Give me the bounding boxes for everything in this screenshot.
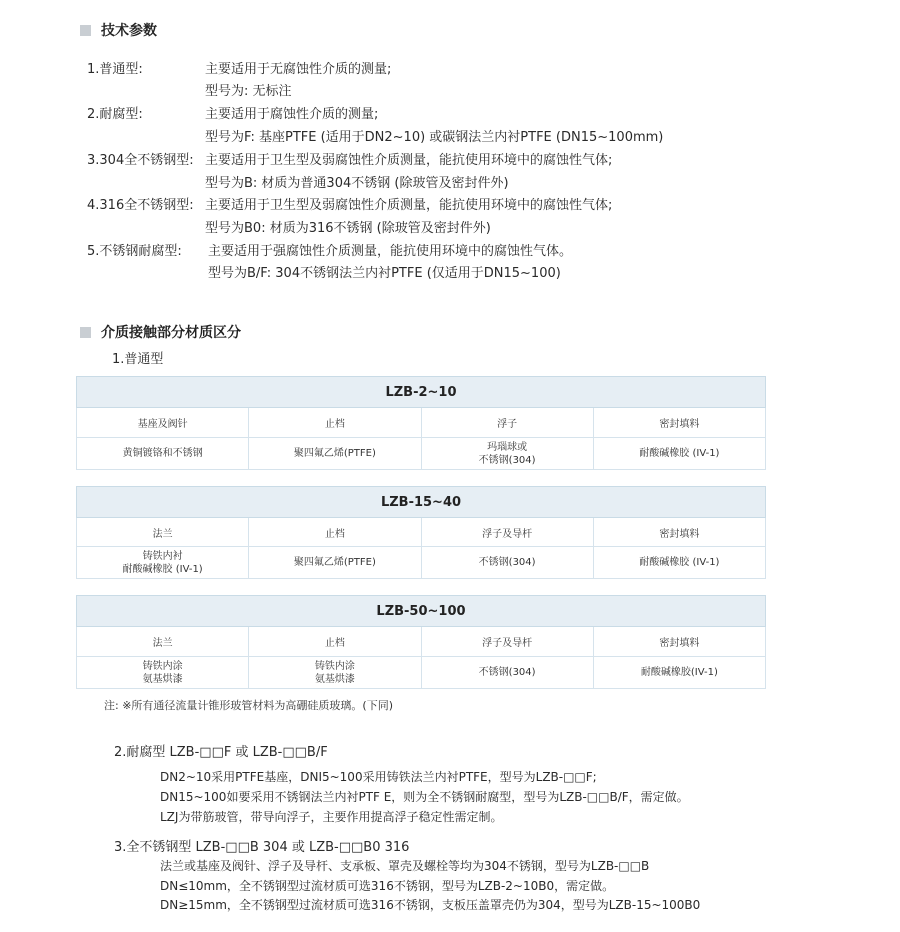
param-line: 主要适用于卫生型及弱腐蚀性介质测量，能抗使用环境中的腐蚀性气体; bbox=[205, 198, 613, 213]
section-bullet-icon bbox=[80, 327, 91, 338]
param-line: 主要适用于腐蚀性介质的测量; bbox=[205, 107, 379, 122]
body-line: DN≥15mm，全不锈钢型过流材质可选316不锈钢，支板压盖罩壳仍为304，型号为LZB-15~100B0 bbox=[160, 898, 701, 912]
table-header-cell: 浮子及导杆 bbox=[421, 518, 593, 547]
table-title: LZB-2~10 bbox=[77, 377, 766, 408]
body-line: DN2~10采用PTFE基座，DNI5~100采用铸铁法兰内衬PTFE，型号为LZB-□□F; bbox=[160, 770, 597, 784]
table-cell: 玛瑙球或 不锈钢(304) bbox=[421, 438, 593, 470]
table-header-cell: 法兰 bbox=[77, 518, 249, 547]
table-cell: 耐酸碱橡胶 (IV-1) bbox=[593, 438, 765, 470]
table-cell: 不锈钢(304) bbox=[421, 657, 593, 689]
table-header-cell: 密封填料 bbox=[593, 408, 765, 438]
table-cell: 耐酸碱橡胶(IV-1) bbox=[593, 657, 765, 689]
table-header-cell: 浮子及导杆 bbox=[421, 627, 593, 657]
table-cell: 铸铁内衬 耐酸碱橡胶 (IV-1) bbox=[77, 547, 249, 579]
param-label: 2.耐腐型: bbox=[87, 107, 143, 122]
param-line: 型号为B/F: 304不锈钢法兰内衬PTFE (仅适用于DN15~100) bbox=[208, 266, 561, 281]
body-line: DN15~100如要采用不锈钢法兰内衬PTF E，则为全不锈钢耐腐型，型号为LZB-□□B/F，需定做。 bbox=[160, 790, 689, 804]
table-header-cell: 浮子 bbox=[421, 408, 593, 438]
section-title: 技术参数 bbox=[101, 23, 157, 39]
table-cell: 铸铁内涂 氨基烘漆 bbox=[77, 657, 249, 689]
table-header-cell: 密封填料 bbox=[593, 627, 765, 657]
param-label: 5.不锈钢耐腐型: bbox=[87, 244, 182, 259]
table-note: 注: ※所有通径流量计锥形玻管材料为高硼硅质玻璃。(下同) bbox=[104, 699, 394, 712]
table-cell: 聚四氟乙烯(PTFE) bbox=[249, 438, 421, 470]
param-line: 型号为F: 基座PTFE (适用于DN2~10) 或碳钢法兰内衬PTFE (DN15~100mm) bbox=[205, 130, 664, 145]
param-line: 型号为B0: 材质为316不锈钢 (除玻管及密封件外) bbox=[205, 221, 491, 236]
table-cell: 耐酸碱橡胶 (IV-1) bbox=[593, 547, 765, 579]
subsection-title: 1.普通型 bbox=[112, 352, 164, 367]
material-table bbox=[76, 376, 766, 470]
table-cell: 铸铁内涂 氨基烘漆 bbox=[249, 657, 421, 689]
table-cell: 不锈钢(304) bbox=[421, 547, 593, 579]
param-label: 3.304全不锈钢型: bbox=[87, 153, 194, 168]
param-line: 型号为B: 材质为普通304不锈钢 (除玻管及密封件外) bbox=[205, 176, 509, 191]
table-header-cell: 止档 bbox=[249, 627, 421, 657]
section-bullet-icon bbox=[80, 25, 91, 36]
table-cell: 聚四氟乙烯(PTFE) bbox=[249, 547, 421, 579]
material-table bbox=[76, 486, 766, 579]
table-title: LZB-15~40 bbox=[77, 487, 766, 518]
table-header-cell: 法兰 bbox=[77, 627, 249, 657]
param-line: 主要适用于强腐蚀性介质测量，能抗使用环境中的腐蚀性气体。 bbox=[208, 244, 573, 259]
param-line: 主要适用于卫生型及弱腐蚀性介质测量，能抗使用环境中的腐蚀性气体; bbox=[205, 153, 613, 168]
body-line: DN≤10mm，全不锈钢型过流材质可选316不锈钢，型号为LZB-2~10B0，需定做。 bbox=[160, 879, 615, 893]
param-line: 型号为: 无标注 bbox=[205, 84, 292, 99]
param-label: 1.普通型: bbox=[87, 62, 143, 77]
table-header-cell: 密封填料 bbox=[593, 518, 765, 547]
body-line: LZJ为带筋玻管，带导向浮子，主要作用提高浮子稳定性需定制。 bbox=[160, 810, 503, 824]
subsection-title: 2.耐腐型 LZB-□□F 或 LZB-□□B/F bbox=[114, 745, 328, 760]
table-cell: 黄铜镀铬和不锈钢 bbox=[77, 438, 249, 470]
param-label: 4.316全不锈钢型: bbox=[87, 198, 194, 213]
table-header-cell: 基座及阀针 bbox=[77, 408, 249, 438]
section-title: 介质接触部分材质区分 bbox=[101, 325, 241, 341]
section-header-tech-params bbox=[80, 20, 157, 40]
table-title: LZB-50~100 bbox=[77, 596, 766, 627]
section-header-materials bbox=[80, 322, 241, 342]
param-line: 主要适用于无腐蚀性介质的测量; bbox=[205, 62, 392, 77]
table-header-cell: 止档 bbox=[249, 518, 421, 547]
material-table bbox=[76, 595, 766, 689]
subsection-title: 3.全不锈钢型 LZB-□□B 304 或 LZB-□□B0 316 bbox=[114, 840, 410, 855]
body-line: 法兰或基座及阀针、浮子及导杆、支承板、罩壳及螺栓等均为304不锈钢，型号为LZB-□□B bbox=[160, 859, 650, 873]
table-header-cell: 止档 bbox=[249, 408, 421, 438]
